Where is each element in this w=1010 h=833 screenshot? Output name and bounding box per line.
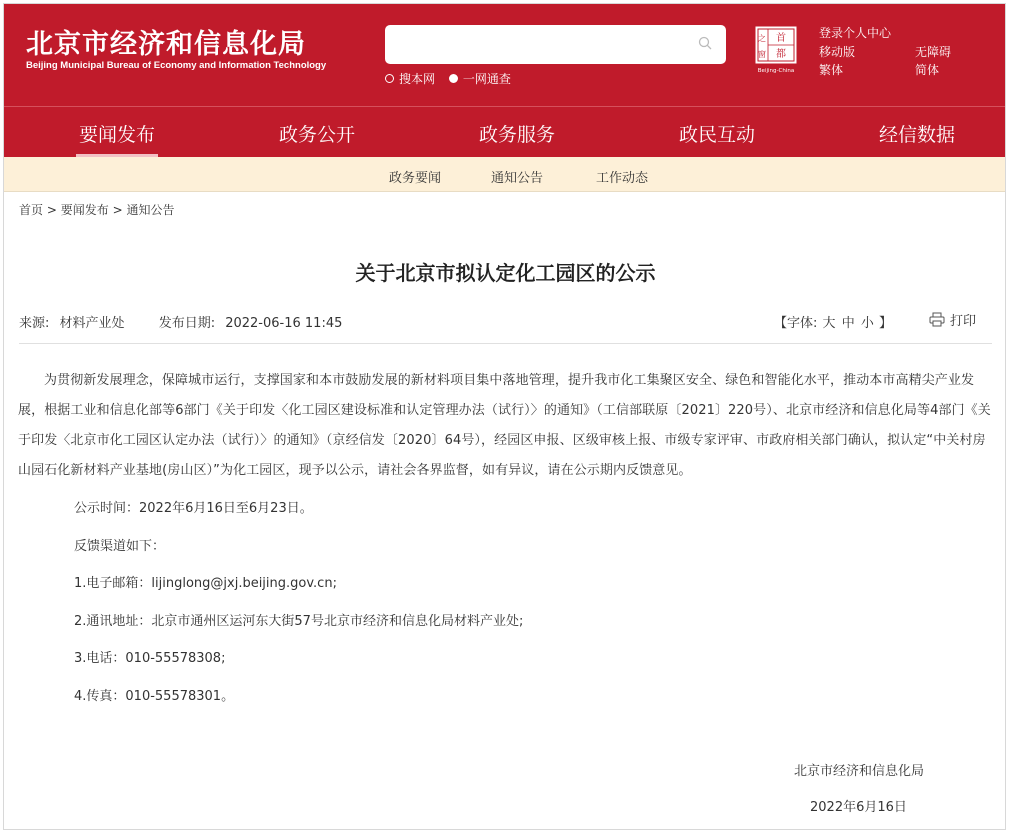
seal-char-1: 首 [776,33,786,44]
nav-item-services[interactable]: 政务服务 [479,124,556,146]
nav-item-data[interactable]: 经信数据 [879,124,956,146]
breadcrumb-section[interactable]: 要闻发布 [60,203,109,217]
search-scope-all[interactable] [449,70,511,87]
header-links [819,24,994,84]
notice-period: 公示时间：2022年6月16日至6月23日。 [74,501,313,516]
page-frame [3,3,1006,830]
font-size-label: 【字体: [774,316,818,331]
site-header [4,4,1006,106]
printer-icon [929,312,945,327]
search-scope-all-label: 一网通查 [462,72,511,86]
feedback-heading: 反馈渠道如下： [74,539,166,554]
print-label: 打印 [950,314,977,329]
seal-char-3: 之 [758,34,766,43]
source-label: 来源: [19,316,50,331]
feedback-address: 2.通讯地址：北京市通州区运河东大街57号北京市经济和信息化局材料产业处; [74,614,524,629]
breadcrumb-separator: > [112,203,123,217]
feedback-fax: 4.传真：010-55578301。 [74,689,235,704]
subnav-item-notices[interactable]: 通知公告 [491,171,544,186]
mobile-version-link[interactable]: 移动版 [819,45,856,59]
seal-char-4: 窗 [758,50,766,59]
date-value: 2022-06-16 11:45 [225,316,343,331]
search-scope-site[interactable] [385,70,435,87]
signature-org: 北京市经济和信息化局 [794,764,925,779]
capital-window-seal-icon [754,25,798,75]
site-logo-title[interactable]: 北京市经济和信息化局 [26,29,306,60]
article-meta [19,312,342,331]
radio-checked-icon [449,74,458,83]
article-paragraph: 为贯彻新发展理念，保障城市运行，支撑国家和本市鼓励发展的新材料项目集中落地管理，提升我市化工集聚区安全、绿色和智能化水平，推动本市高精尖产业发展，根据工业和信息化部等6部门《关于印发〈化工园区建设标准和认定管理办法（试行）〉的通知》（工信部联原〔2021〕220号）、北京市经济和信息化局等4部门《关于印发〈北京市化工园区认定办法（试行）〉的通知》（京经信发〔2020〕64号），经园区申报、区级审核上报、市级专家评审、市政府相关部门确认，拟认定“中关村房山园石化新材料产业基地(房山区）”为化工园区，现予以公示，请社会各界监督，如有异议，请在公示期内反馈意见。 [18,373,991,478]
date-label: 发布日期: [158,316,216,331]
search-scope-site-label: 搜本网 [399,72,436,86]
article-title: 关于北京市拟认定化工园区的公示 [355,261,656,285]
main-nav [4,106,1006,158]
search-scope-options [385,70,521,87]
font-size-large-button[interactable]: 大 [822,316,836,331]
login-link[interactable]: 登录个人中心 [819,26,892,40]
signature-date: 2022年6月16日 [810,800,907,815]
traditional-chinese-link[interactable]: 繁体 [819,63,844,77]
site-logo-subtitle: Beijing Municipal Bureau of Economy and Information Technology [26,60,327,71]
simplified-chinese-link[interactable]: 简体 [915,63,940,77]
search-icon[interactable] [698,36,712,50]
sub-nav [4,157,1006,192]
article-body [18,366,994,486]
font-size-medium-button[interactable]: 中 [841,316,855,331]
breadcrumb-home[interactable]: 首页 [19,203,44,217]
subnav-item-work[interactable]: 工作动态 [596,171,649,186]
seal-caption: Beijing-China [757,68,795,74]
accessibility-link[interactable]: 无障碍 [915,45,952,59]
nav-item-government-affairs[interactable]: 政务公开 [279,124,356,146]
seal-char-2: 都 [776,49,786,60]
search-input[interactable] [385,25,726,64]
font-size-small-button[interactable]: 小 [860,316,874,331]
font-size-bracket: 】 [879,316,893,331]
breadcrumb-current[interactable]: 通知公告 [126,203,175,217]
nav-item-interaction[interactable]: 政民互动 [679,124,756,146]
nav-item-news[interactable]: 要闻发布 [79,124,156,146]
radio-icon [385,74,394,83]
breadcrumb-separator: > [46,203,57,217]
subnav-item-news[interactable]: 政务要闻 [389,171,442,186]
capital-window-logo[interactable] [754,25,798,75]
font-size-controls [774,312,892,331]
feedback-email: 1.电子邮箱：lijinglong@jxj.beijing.gov.cn; [74,576,337,591]
source-value: 材料产业处 [59,316,125,331]
feedback-phone: 3.电话：010-55578308; [74,651,226,666]
divider [19,343,992,344]
print-button[interactable] [929,310,976,329]
breadcrumb [19,201,174,218]
